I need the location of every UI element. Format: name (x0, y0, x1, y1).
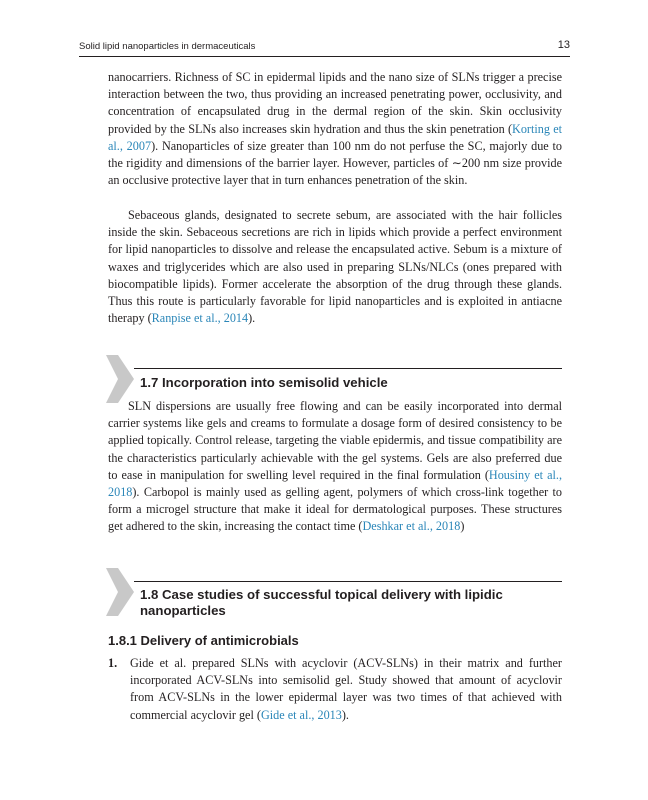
body-paragraph-2 (108, 207, 562, 327)
text-run: ). Carbopol is mainly used as gelling agent, polymers of which cross-link together to form a microgel structure that make it ideal for dermatological purposes. These structures get adhered to the skin, increasing the contact time ( (108, 485, 562, 534)
section-rule (134, 368, 562, 369)
running-head-title: Solid lipid nanoparticles in dermaceuticals (79, 41, 256, 52)
text-run: Gide et al. prepared SLNs with acyclovir (ACV-SLNs) in their matrix and further incorporated ACV-SLNs into semisolid gel. Study showed that amount of acyclovir from ACV-SLNs in the lower epidermal layer was two times of that achieved with commercial acyclovir gel ( (130, 656, 562, 722)
text-run: nanocarriers. Richness of SC in epidermal lipids and the nano size of SLNs trigger a precise interaction between the two, thus providing an increased penetrating power, occlusivity, and concentration of encapsulated drug in the dermal region of the skin. Skin occlusivity provided by the SLNs also increases skin hydration and thus the skin penetration ( (108, 70, 562, 136)
section-heading-1-8: 1.8 Case studies of successful topical delivery with lipidic nanoparticles (140, 587, 503, 618)
chevron-right-icon (106, 355, 134, 403)
text-run: ). Nanoparticles of size greater than 100 nm do not perfuse the SC, majorly due to the rigidity and dimensions of the barrier layer. However, particles of ∼200 nm size provide an occlusive protective layer that in turn enhances penetration of the skin. (108, 138, 562, 188)
citation-link[interactable]: Ranpise et al., 2014 (151, 311, 249, 326)
list-item (108, 655, 562, 724)
body-paragraph-1 (108, 69, 562, 189)
section-heading-1-7: 1.7 Incorporation into semisolid vehicle (140, 375, 388, 390)
list-item-number: 1. (108, 656, 118, 670)
text-run: SLN dispersions are usually free flowing and can be easily incorporated into dermal carrier systems like gels and creams to formulate a dosage form of desired consistency to be applied topically. Control release, targeting the viable epidermis, and tissue compatibility are the characteristics particularly achievable with the gel systems. Gels are also preferred due to ease in manipulation for swelling level required in the final formulation ( (108, 399, 562, 482)
list-item-text (130, 655, 562, 724)
chevron-right-icon (106, 568, 134, 616)
subsection-heading-1-8-1: 1.8.1 Delivery of antimicrobials (108, 633, 299, 648)
section-rule (134, 581, 562, 582)
text-run: ). (341, 707, 349, 722)
running-head (79, 39, 570, 57)
text-run: ). (248, 311, 256, 326)
citation-link[interactable]: Deshkar et al., 2018 (362, 519, 461, 534)
page-number: 13 (557, 39, 570, 51)
body-paragraph-3 (108, 398, 562, 536)
text-run: Sebaceous glands, designated to secrete sebum, are associated with the hair follicles inside the skin. Sebaceous secretions are rich in lipids which provide a perfect environment for lipid nanoparticles to dissolve and release the encapsulated active. Sebum is a mixture of waxes and triglycerides which are also used in preparing SLNs/NLCs (ones prepared with biocompatible lipids). Former accelerate the absorption of the drug through these glands. Thus this route is particularly favorable for lipid nanoparticles and is exploited in antiacne therapy ( (108, 208, 562, 326)
text-run: ) (460, 519, 465, 534)
citation-link[interactable]: Housiny et al., 2018 (108, 467, 562, 500)
citation-link[interactable]: Gide et al., 2013 (260, 707, 342, 722)
citation-link[interactable]: Korting et al., 2007 (108, 121, 562, 153)
